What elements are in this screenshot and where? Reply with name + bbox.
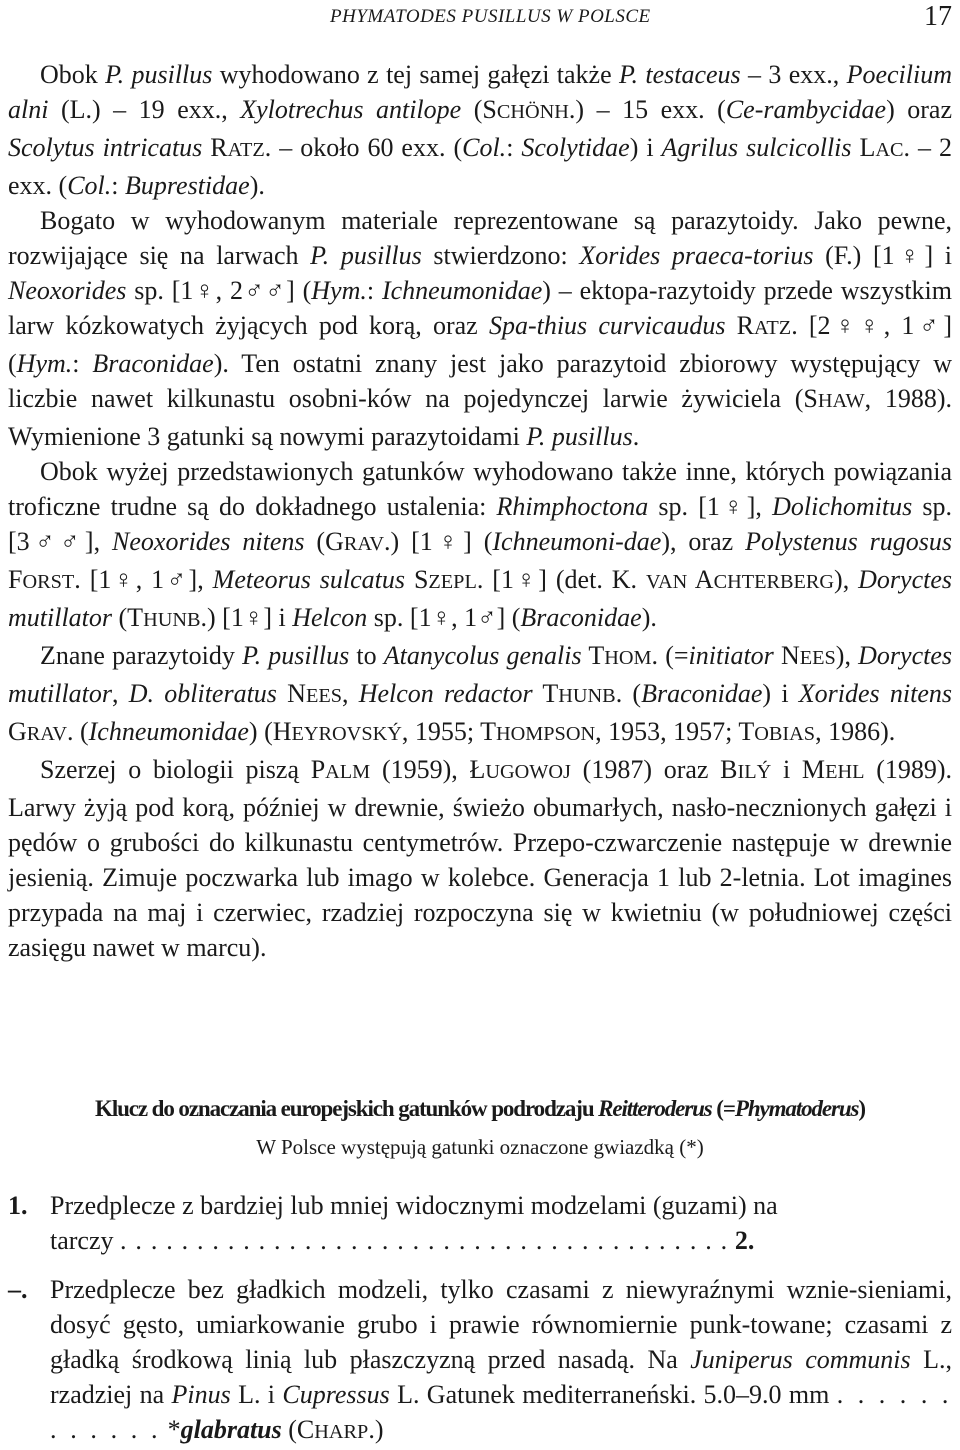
paragraph: Szerzej o biologii piszą PALM (1959), ŁUGOWOJ (1987) oraz BILÝ i MEHL (1989). Larwy żyją pod korą, później w drewnie, świeżo obumarłych, nasło-necznionych gałęzi i pędów o grubości do kilkunastu centymetrów. Przepo-czwarczenie następuje w drewnie jesienią. Zimuje poczwarka lub imago w kolebce. Generacja 1 lub 2-letnia. Lot imagines przypada na maj i czerwiec, rzadziej rozpoczyna się w kwietniu (w południowej części zasięgu nawet w marcu).: [8, 755, 953, 962]
running-header: [0, 0, 960, 40]
couplet-target: 2.: [734, 1226, 755, 1255]
key-subheading: W Polsce występują gatunki oznaczone gwiazdką (*): [256, 1135, 704, 1159]
paragraph: Bogato w wyhodowanym materiale reprezentowane są parazytoidy. Jako pewne, rozwijające się na larwach P. pusillus stwierdzono: Xorides praeca-torius (F.) [1♀] i Neoxorides sp. [1♀, 2♂♂] (Hym.: Ichneumonidae) – ektopa-razytoidy przede wszystkim larw kózkowatych żyjących pod korą, oraz Spa-thius curvicaudus RATZ. [2♀♀, 1♂] (Hym.: Braconidae). Ten ostatni znany jest jako parazytoid zbiorowy występujący w liczbie nawet kilkunastu osobni-ków na pojedynczej larwie żywiciela (SHAW, 1988). Wymienione 3 gatunki są nowymi parazytoidami P. pusillus.: [8, 206, 953, 451]
article-body: [8, 57, 952, 965]
couplet-number: 1.: [8, 1191, 28, 1220]
key-couplet: [8, 1188, 952, 1258]
paragraph: Obok P. pusillus wyhodowano z tej samej gałęzi także P. testaceus – 3 exx., Poecilium alni (L.) – 19 exx., Xylotrechus antilope (SCHÖNH.) – 15 exx. (Ce-rambycidae) oraz Scolytus intricatus RATZ. – około 60 exx. (Col.: Scolytidae) i Agrilus sulcicollis LAC. – 2 exx. (Col.: Buprestidae).: [8, 60, 953, 200]
couplet-number: –.: [8, 1275, 28, 1304]
page-number: 17: [924, 1, 952, 32]
paragraph: Znane parazytoidy P. pusillus to Atanycolus genalis THOM. (=initiator NEES), Doryctes mutillator, D. obliteratus NEES, Helcon redactor THUNB. (Braconidae) i Xorides nitens GRAV. (Ichneumonidae) (HEYROVSKÝ, 1955; THOMPSON, 1953, 1957; TOBIAS, 1986).: [8, 641, 953, 746]
paragraph: Obok wyżej przedstawionych gatunków wyhodowano także inne, których powiązania troficzne trudne są do dokładnego ustalenia: Rhimphoctona sp. [1♀], Dolichomitus sp. [3♂♂], Neoxorides nitens (GRAV.) [1♀] (Ichneumoni-dae), oraz Polystenus rugosus FORST. [1♀, 1♂], Meteorus sulcatus SZEPL. [1♀] (det. K. VAN ACHTERBERG), Doryctes mutillator (THUNB.) [1♀] i Helcon sp. [1♀, 1♂] (Braconidae).: [8, 457, 953, 632]
key-couplet: [8, 1272, 952, 1450]
couplet-text: Przedplecze bez gładkich modzeli, tylko czasami z niewyraźnymi wznie-sieniami, dosyć gęsto, umiarkowanie grubo i prawie równomiernie punk-towane; czasami z gładką środkową linią lub płaszczyzną przed nasadą. Na Juniperus communis L., rzadziej na Pinus L. i Cupressus L. Gatunek mediterraneński. 5.0–9.0 mm . . . . . . . . . . . . *glabratus (CHARP.): [50, 1275, 952, 1444]
couplet-text: Przedplecze z bardziej lub mniej widocznymi modzelami (guzami) na tarczy . . . . . . . . . . . . . . . . . . . . . . . . . . . . . . . . . . . . . . . . 2.: [50, 1191, 778, 1255]
running-title: PHYMATODES PUSILLUS W POLSCE: [330, 6, 651, 27]
key-heading: Klucz do oznaczania europejskich gatunków podrodzaju Reitteroderus (=Phymatoderus): [95, 1096, 865, 1121]
